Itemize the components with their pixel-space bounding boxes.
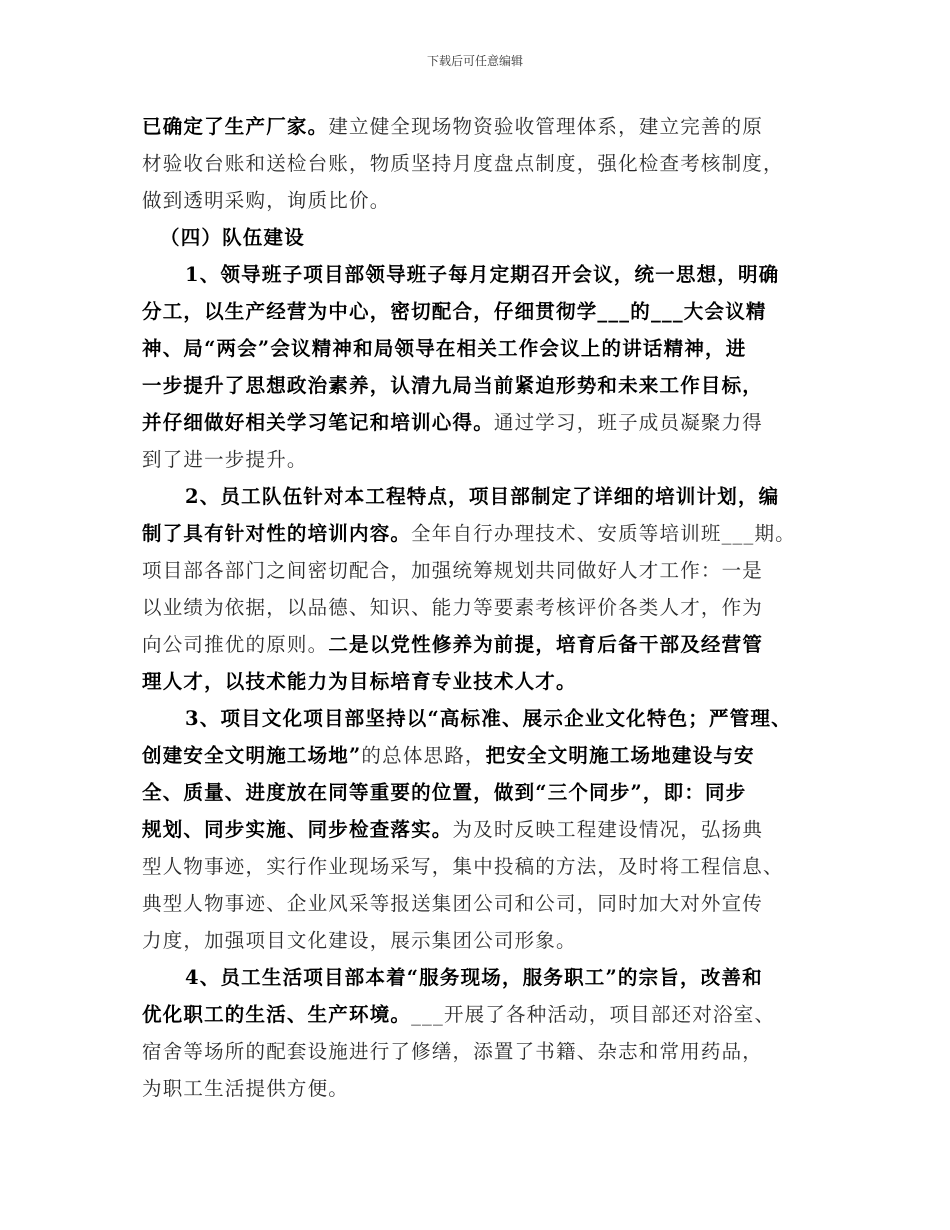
text-line: 力度，加强项目文化建设，展示集团公司形象。	[142, 929, 577, 952]
text-line: 型人物事迹，实行作业现场采写，集中投稿的方法，及时将工程信息、	[142, 855, 784, 878]
text-line: 向公司推优的原则。二是以党性修养为前提，培育后备干部及经营管	[142, 633, 764, 656]
text-line: 为职工生活提供方便。	[142, 1077, 350, 1100]
text-line: 规划、同步实施、同步检查落实。为及时反映工程建设情况，弘扬典	[142, 818, 764, 841]
text-line: 项目部各部门之间密切配合，加强统筹规划共同做好人才工作：一是	[142, 559, 764, 582]
text-line: 2、员工队伍针对本工程特点，项目部制定了详细的培训计划，编	[185, 485, 780, 508]
text-line: 理人才，以技术能力为目标培育专业技术人才。	[142, 670, 577, 693]
text-line: 创建安全文明施工场地”的总体思路，把安全文明施工场地建设与安	[142, 744, 755, 767]
text-line: 做到透明采购，询质比价。	[142, 189, 391, 212]
text-line: 已确定了生产厂家。建立健全现场物资验收管理体系，建立完善的原	[142, 115, 764, 138]
page-header: 下载后可任意编辑	[426, 54, 523, 68]
text-line: 典型人物事迹、企业风采等报送集团公司和公司，同时加大对外宣传	[142, 892, 764, 915]
text-line: 材验收台账和送检台账，物质坚持月度盘点制度，强化检查考核制度，	[142, 152, 784, 175]
text-line: 一步提升了思想政治素养，认清九局当前紧迫形势和未来工作目标，	[142, 374, 764, 397]
text-line: 4、员工生活项目部本着“服务现场，服务职工”的宗旨，改善和	[185, 966, 763, 989]
text-line: 到了进一步提升。	[142, 448, 308, 471]
text-line: 宿舍等场所的配套设施进行了修缮，添置了书籍、杂志和常用药品，	[142, 1040, 764, 1063]
text-line: 以业绩为依据，以品德、知识、能力等要素考核评价各类人才，作为	[142, 596, 764, 619]
section-heading: （四）队伍建设	[160, 226, 305, 249]
text-line: 3、项目文化项目部坚持以“高标准、展示企业文化特色；严管理、	[185, 707, 792, 730]
text-line: 分工，以生产经营为中心，密切配合，仔细贯彻学___的___大会议精	[142, 300, 767, 323]
text-line: 全、质量、进度放在同等重要的位置，做到“三个同步”，即：同步	[142, 781, 747, 804]
text-line: 优化职工的生活、生产环境。___开展了各种活动，项目部还对浴室、	[142, 1003, 776, 1026]
text-line: 1、领导班子项目部领导班子每月定期召开会议，统一思想，明确	[185, 263, 780, 286]
text-line: 制了具有针对性的培训内容。全年自行办理技术、安质等培训班___期。	[142, 522, 796, 545]
text-line: 并仔细做好相关学习笔记和培训心得。通过学习，班子成员凝聚力得	[142, 411, 764, 434]
text-line: 神、局“两会”会议精神和局领导在相关工作会议上的讲话精神，进	[142, 337, 747, 360]
